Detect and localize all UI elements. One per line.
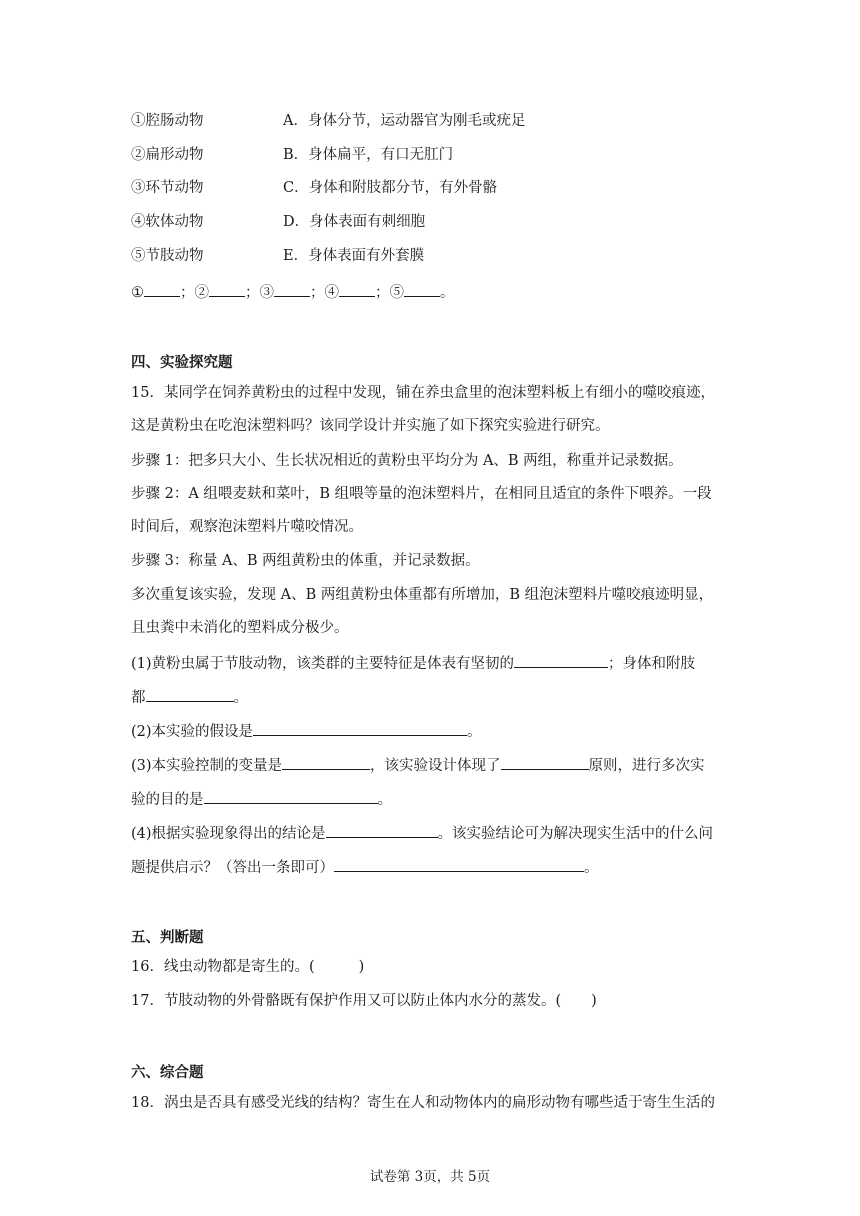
- matching-answer-line: [131, 281, 455, 303]
- q15-sub-2: [131, 720, 482, 742]
- q16: [131, 957, 364, 977]
- page-footer: 试卷第 3页，共 5页: [369, 1169, 491, 1185]
- matching-left-3: ③环节动物: [131, 180, 204, 196]
- answer-blank-3[interactable]: [274, 281, 310, 297]
- q15-sub-2-end: 。: [467, 724, 482, 740]
- q15-sub-4-text-b: 。该实验结论可为解决现实生活中的什么问: [437, 826, 714, 842]
- q15-sub-4-blank-b[interactable]: [334, 856, 584, 872]
- answer-blank-1[interactable]: [144, 281, 180, 297]
- q15-sub-1-blank-b[interactable]: [146, 686, 234, 702]
- result-line-1: 多次重复该实验，发现 A、B 两组黄粉虫体重都有所增加，B 组泡沫塑料片噬咬痕迹明显，: [131, 587, 714, 603]
- q15-sub-3-text-b: ，该实验设计体现了: [370, 758, 501, 774]
- q15-sub-3-text-d: 验的目的是: [131, 792, 204, 808]
- q15-sub-4: [131, 822, 713, 844]
- matching-right-a: A．身体分节，运动器官为刚毛或疣足: [283, 113, 526, 129]
- q15-sub-1-text: (1)黄粉虫属于节肢动物，该类群的主要特征是体表有坚韧的: [131, 656, 515, 672]
- q15-sub-3-blank-c[interactable]: [204, 788, 378, 804]
- answer-blank-4[interactable]: [339, 281, 375, 297]
- q15-sub-2-blank[interactable]: [253, 720, 467, 736]
- step-2-line-2: 时间后，观察泡沫塑料片噬咬情况。: [131, 519, 363, 535]
- q15-sub-3: [131, 754, 705, 776]
- q18-text: 18．涡虫是否具有感受光线的结构？寄生在人和动物体内的扁形动物有哪些适于寄生生活的: [131, 1095, 715, 1111]
- answer-blank-2[interactable]: [209, 281, 245, 297]
- result-line-2: 且虫粪中未消化的塑料成分极少。: [131, 620, 349, 636]
- q15-sub-4-end: 。: [584, 860, 599, 876]
- step-3: 步骤 3：称量 A、B 两组黄粉虫的体重，并记录数据。: [131, 553, 480, 569]
- q15-sub-4-text-c: 题提供启示？（答出一条即可）: [131, 860, 334, 876]
- matching-right-d: D．身体表面有刺细胞: [283, 214, 426, 230]
- q15-sub-1: [131, 652, 695, 674]
- section-heading-judgment: 五、判断题: [131, 929, 204, 946]
- section-heading-comprehensive: 六、综合题: [131, 1064, 204, 1081]
- answer-label-2: ；②: [180, 285, 209, 301]
- answer-blank-5[interactable]: [404, 281, 440, 297]
- answer-label-3: ；③: [245, 285, 274, 301]
- answer-label-1: ①: [131, 285, 144, 301]
- matching-left-5: ⑤节肢动物: [131, 248, 204, 264]
- q17-text: 17．节肢动物的外骨骼既有保护作用又可以防止体内水分的蒸发。(: [131, 993, 562, 1009]
- q15-sub-1-text-b: ；身体和附肢: [608, 656, 696, 672]
- matching-right-e: E．身体表面有外套膜: [283, 248, 425, 264]
- q17: [131, 991, 597, 1011]
- step-1: 步骤 1：把多只大小、生长状况相近的黄粉虫平均分为 A、B 两组，称重并记录数据。: [131, 453, 683, 469]
- q15-sub-2-text: (2)本实验的假设是: [131, 724, 254, 740]
- q15-sub-3-cont: [131, 788, 392, 810]
- step-2-line-1: 步骤 2：A 组喂麦麸和菜叶，B 组喂等量的泡沫塑料片，在相同且适宜的条件下喂养。一段: [131, 486, 712, 502]
- q15-sub-3-text-c: 原则，进行多次实: [588, 758, 705, 774]
- q15-sub-1-text-c: 都: [131, 690, 146, 706]
- matching-right-b: B．身体扁平，有口无肛门: [283, 147, 454, 163]
- q15-sub-4-cont: [131, 856, 599, 878]
- answer-label-4: ；④: [310, 285, 339, 301]
- q15-text-line-1: 15．某同学在饲养黄粉虫的过程中发现，铺在养虫盒里的泡沫塑料板上有细小的噬咬痕迹，: [131, 385, 715, 401]
- q15-sub-4-blank-a[interactable]: [326, 822, 438, 838]
- q16-text: 16．线虫动物都是寄生的。(: [131, 959, 315, 975]
- q15-sub-4-text: (4)根据实验现象得出的结论是: [131, 826, 326, 842]
- q16-close-paren: ): [358, 959, 365, 975]
- q15-sub-1-end: 。: [233, 690, 248, 706]
- matching-left-4: ④软体动物: [131, 214, 204, 230]
- q15-sub-1-blank-a[interactable]: [514, 652, 608, 668]
- q15-sub-3-blank-b[interactable]: [501, 754, 589, 770]
- section-heading-experiment: 四、实验探究题: [131, 354, 233, 371]
- q15-text-line-2: 这是黄粉虫在吃泡沫塑料吗？该同学设计并实施了如下探究实验进行研究。: [131, 418, 610, 434]
- answer-end: 。: [440, 285, 455, 301]
- q15-sub-1-cont: [131, 686, 248, 708]
- q15-sub-3-text: (3)本实验控制的变量是: [131, 758, 283, 774]
- matching-left-1: ①腔肠动物: [131, 113, 204, 129]
- q17-close-paren: ): [591, 993, 597, 1009]
- matching-left-2: ②扁形动物: [131, 147, 204, 163]
- q15-sub-3-blank-a[interactable]: [282, 754, 370, 770]
- matching-right-c: C．身体和附肢都分节，有外骨骼: [283, 180, 498, 196]
- answer-label-5: ；⑤: [375, 285, 404, 301]
- q15-sub-3-end: 。: [377, 792, 392, 808]
